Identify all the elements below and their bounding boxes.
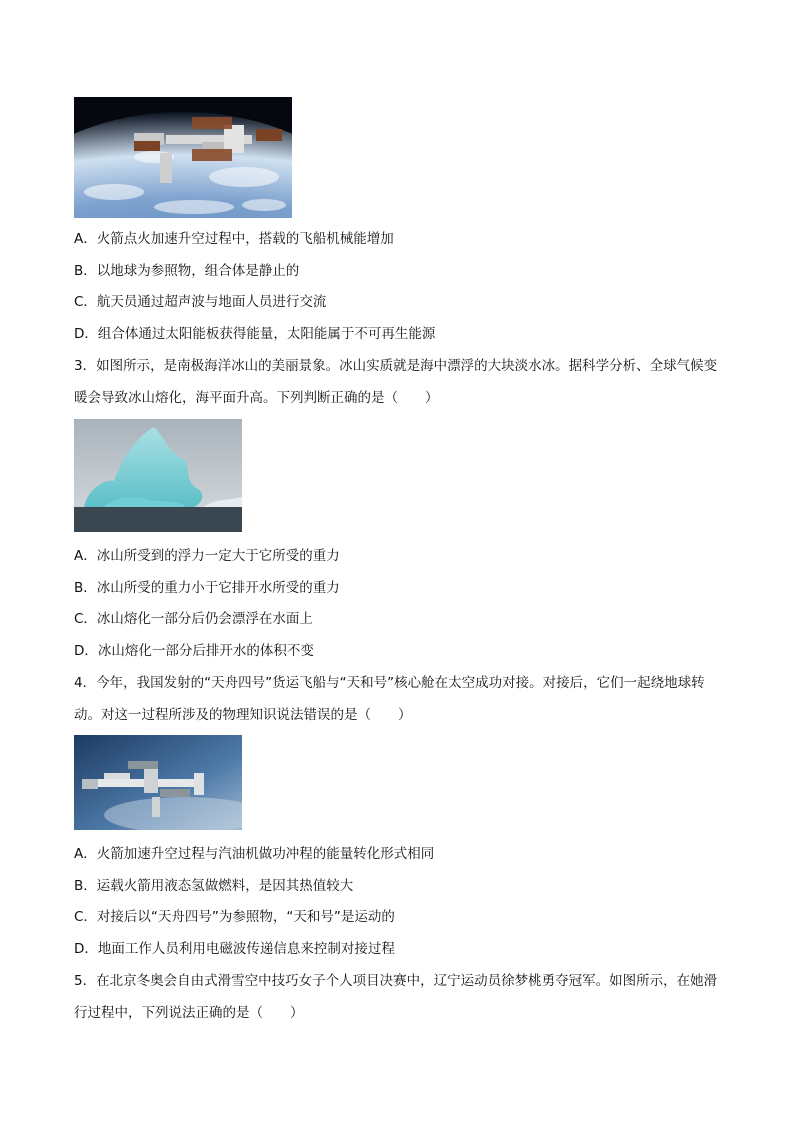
q5-stem: 5．在北京冬奥会自由式滑雪空中技巧女子个人项目决赛中，辽宁运动员徐梦桃勇夺冠军。如图所示，在她滑行过程中，下列说法正确的是（ ） xyxy=(74,973,718,1021)
q4-option-b: B．运载火箭用液态氢做燃料，是因其热值较大 xyxy=(74,878,354,894)
docking-station-image xyxy=(74,735,242,830)
q2-option-d: D．组合体通过太阳能板获得能量，太阳能属于不可再生能源 xyxy=(74,326,436,342)
q3-option-a: A．冰山所受到的浮力一定大于它所受的重力 xyxy=(74,548,340,564)
q3-option-d: D．冰山熔化一部分后排开水的体积不变 xyxy=(74,643,314,659)
q3-option-b: B．冰山所受的重力小于它排开水所受的重力 xyxy=(74,580,340,596)
q4-stem: 4．今年，我国发射的“天舟四号”货运飞船与“天和号”核心舱在太空成功对接。对接后，它们一起绕地球转动。对这一过程所涉及的物理知识说法错误的是（ ） xyxy=(74,675,705,723)
space-station-earth-image xyxy=(74,97,292,218)
q3-option-c: C．冰山熔化一部分后仍会漂浮在水面上 xyxy=(74,611,313,627)
q4-option-c: C．对接后以“天舟四号”为参照物，“天和号”是运动的 xyxy=(74,909,395,925)
iceberg-image xyxy=(74,419,242,532)
q2-option-c: C．航天员通过超声波与地面人员进行交流 xyxy=(74,294,327,310)
q2-option-a: A．火箭点火加速升空过程中，搭载的飞船机械能增加 xyxy=(74,231,394,247)
q4-option-d: D．地面工作人员利用电磁波传递信息来控制对接过程 xyxy=(74,941,395,957)
q3-stem: 3．如图所示，是南极海洋冰山的美丽景象。冰山实质就是海中漂浮的大块淡水冰。据科学分析、全球气候变暖会导致冰山熔化，海平面升高。下列判断正确的是（ ） xyxy=(74,358,718,406)
q4-option-a: A．火箭加速升空过程与汽油机做功冲程的能量转化形式相同 xyxy=(74,846,435,862)
q2-option-b: B．以地球为参照物，组合体是静止的 xyxy=(74,263,300,279)
